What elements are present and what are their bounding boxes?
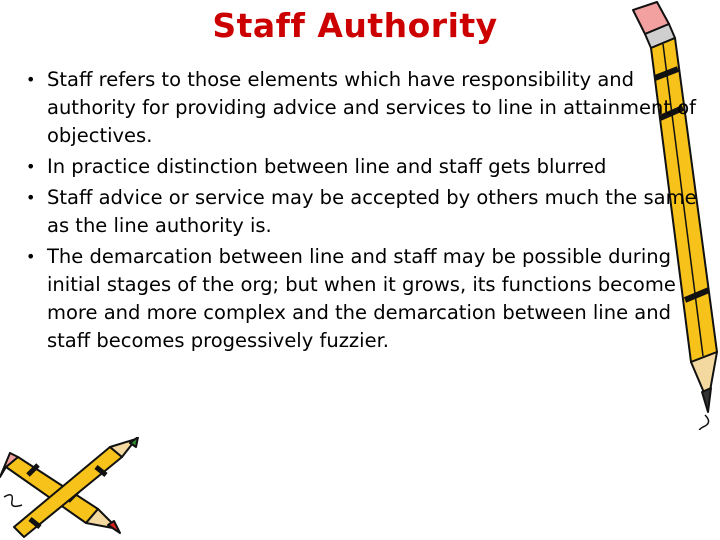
bullet-dot-icon: •	[26, 247, 36, 266]
bullet-text: In practice distinction between line and staff gets blurred	[47, 155, 607, 178]
crossed-pencils-icon	[0, 437, 140, 540]
bullet-text: Staff advice or service may be accepted by others much the same as the line authority is.	[47, 186, 697, 237]
bullet-item	[20, 243, 700, 355]
bullet-text: Staff refers to those elements which have responsibility and authority for providing advice and services to line in attainment of objectives.	[47, 68, 697, 147]
bullet-item	[20, 184, 700, 240]
bullet-dot-icon: •	[26, 70, 36, 89]
bullet-item	[20, 153, 700, 181]
bullet-text: The demarcation between line and staff may be possible during initial stages of the org; but when it grows, its functions become more and more complex and the demarcation between line and staff becomes progessively fuzzier.	[47, 245, 676, 352]
bullet-dot-icon: •	[26, 157, 36, 176]
slide-title: Staff Authority	[212, 6, 498, 45]
bullet-dot-icon: •	[26, 188, 36, 207]
bullet-item	[20, 66, 700, 150]
bullet-list	[20, 66, 700, 358]
